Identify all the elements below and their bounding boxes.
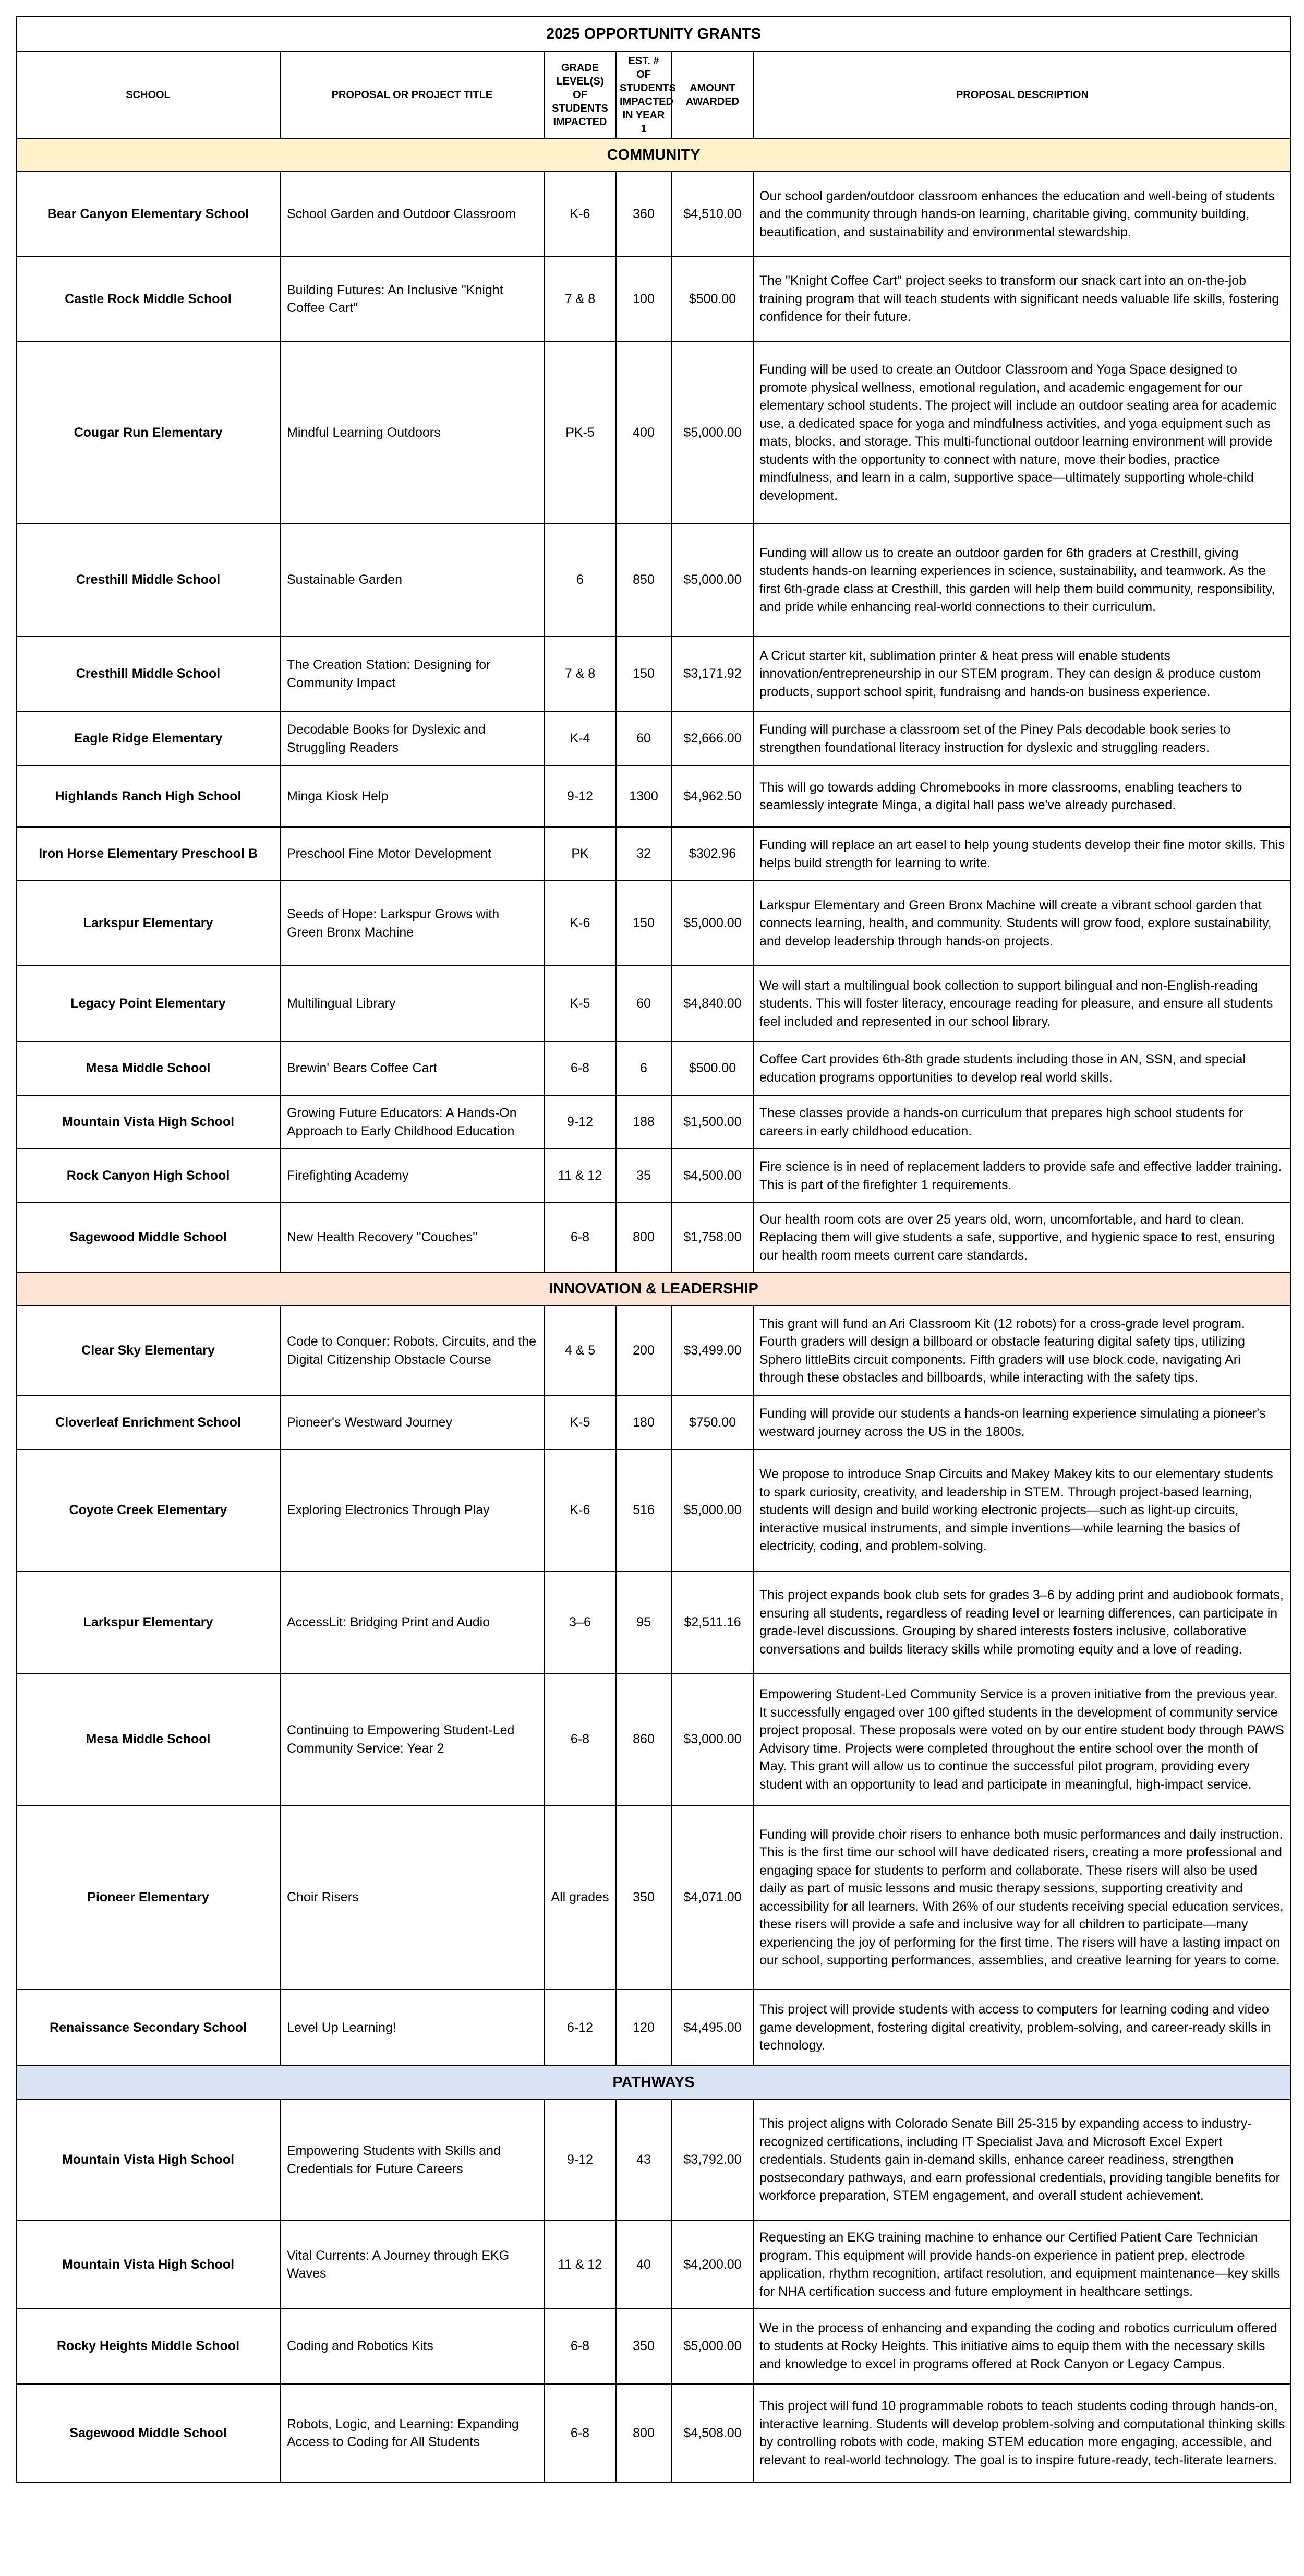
- grade-level: 6-8: [544, 1203, 616, 1272]
- proposal-title: Code to Conquer: Robots, Circuits, and the Digital Citizenship Obstacle Course: [280, 1305, 544, 1396]
- grade-level: 11 & 12: [544, 1149, 616, 1203]
- proposal-description: Funding will provide our students a hands-on learning experience simulating a pioneer's westward journey across the US in the 1800s.: [754, 1396, 1291, 1449]
- table-row: [16, 636, 1291, 712]
- table-row: [16, 712, 1291, 765]
- students-impacted: 850: [616, 524, 671, 636]
- amount-awarded: $4,495.00: [671, 1990, 754, 2066]
- table-row: [16, 1449, 1291, 1571]
- grants-table: [16, 16, 1291, 2483]
- school-name: Iron Horse Elementary Preschool B: [16, 827, 280, 881]
- proposal-description: These classes provide a hands-on curriculum that prepares high school students for careers in early childhood education.: [754, 1095, 1291, 1149]
- students-impacted: 188: [616, 1095, 671, 1149]
- table-title: 2025 OPPORTUNITY GRANTS: [16, 16, 1291, 52]
- table-row: [16, 341, 1291, 524]
- school-name: Mesa Middle School: [16, 1673, 280, 1805]
- proposal-description: Funding will allow us to create an outdoor garden for 6th graders at Cresthill, giving students hands-on learning experiences in science, sustainability, and teamwork. As the first 6th-grade class at Cresthill, this garden will help them build community, responsibility, and pride while enhancing real-world connections to their curriculum.: [754, 524, 1291, 636]
- grade-level: K-6: [544, 1449, 616, 1571]
- table-row: [16, 1149, 1291, 1203]
- proposal-title: Multilingual Library: [280, 966, 544, 1041]
- proposal-title: The Creation Station: Designing for Community Impact: [280, 636, 544, 712]
- students-impacted: 40: [616, 2221, 671, 2308]
- grants-sheet: [16, 16, 1290, 2483]
- amount-awarded: $3,499.00: [671, 1305, 754, 1396]
- table-row: [16, 2384, 1291, 2482]
- proposal-title: Mindful Learning Outdoors: [280, 341, 544, 524]
- grade-level: 7 & 8: [544, 257, 616, 341]
- students-impacted: 350: [616, 1805, 671, 1990]
- section-heading: PATHWAYS: [16, 2066, 1291, 2099]
- students-impacted: 516: [616, 1449, 671, 1571]
- school-name: Pioneer Elementary: [16, 1805, 280, 1990]
- school-name: Larkspur Elementary: [16, 881, 280, 966]
- grade-level: 9-12: [544, 1095, 616, 1149]
- proposal-title: Exploring Electronics Through Play: [280, 1449, 544, 1571]
- proposal-title: Seeds of Hope: Larkspur Grows with Green Bronx Machine: [280, 881, 544, 966]
- amount-awarded: $4,962.50: [671, 765, 754, 827]
- school-name: Mountain Vista High School: [16, 2099, 280, 2221]
- students-impacted: 32: [616, 827, 671, 881]
- table-row: [16, 2099, 1291, 2221]
- grade-level: 4 & 5: [544, 1305, 616, 1396]
- table-row: [16, 1673, 1291, 1805]
- proposal-title: Level Up Learning!: [280, 1990, 544, 2066]
- proposal-title: AccessLit: Bridging Print and Audio: [280, 1571, 544, 1673]
- table-row: [16, 1396, 1291, 1449]
- amount-awarded: $3,171.92: [671, 636, 754, 712]
- amount-awarded: $2,511.16: [671, 1571, 754, 1673]
- school-name: Cresthill Middle School: [16, 636, 280, 712]
- proposal-description: The "Knight Coffee Cart" project seeks to transform our snack cart into an on-the-job training program that will teach students with significant needs valuable life skills, fostering confidence for their future.: [754, 257, 1291, 341]
- proposal-description: This project aligns with Colorado Senate Bill 25-315 by expanding access to industry-recognized certifications, including IT Specialist Java and Microsoft Excel Expert credentials. Students gain in-demand skills, enhance career readiness, strengthen postsecondary pathways, and earn professional credentials, providing tangible benefits for workforce preparation, STEM engagement, and overall student achievement.: [754, 2099, 1291, 2221]
- proposal-title: Choir Risers: [280, 1805, 544, 1990]
- students-impacted: 360: [616, 172, 671, 257]
- school-name: Cougar Run Elementary: [16, 341, 280, 524]
- amount-awarded: $4,510.00: [671, 172, 754, 257]
- school-name: Highlands Ranch High School: [16, 765, 280, 827]
- header-proposal: PROPOSAL OR PROJECT TITLE: [280, 52, 544, 138]
- grade-level: 6-12: [544, 1990, 616, 2066]
- table-row: [16, 1571, 1291, 1673]
- amount-awarded: $5,000.00: [671, 881, 754, 966]
- table-row: [16, 2221, 1291, 2308]
- amount-awarded: $4,200.00: [671, 2221, 754, 2308]
- school-name: Rock Canyon High School: [16, 1149, 280, 1203]
- amount-awarded: $302.96: [671, 827, 754, 881]
- table-row: [16, 1095, 1291, 1149]
- grade-level: 6: [544, 524, 616, 636]
- school-name: Larkspur Elementary: [16, 1571, 280, 1673]
- students-impacted: 800: [616, 1203, 671, 1272]
- proposal-title: Minga Kiosk Help: [280, 765, 544, 827]
- school-name: Mountain Vista High School: [16, 2221, 280, 2308]
- school-name: Sagewood Middle School: [16, 1203, 280, 1272]
- proposal-title: Robots, Logic, and Learning: Expanding Access to Coding for All Students: [280, 2384, 544, 2482]
- amount-awarded: $4,508.00: [671, 2384, 754, 2482]
- school-name: Rocky Heights Middle School: [16, 2308, 280, 2384]
- students-impacted: 35: [616, 1149, 671, 1203]
- table-row: [16, 257, 1291, 341]
- proposal-description: Larkspur Elementary and Green Bronx Machine will create a vibrant school garden that connects learning, health, and community. Students will grow food, explore sustainability, and develop leadership through hands-on projects.: [754, 881, 1291, 966]
- section-heading: COMMUNITY: [16, 138, 1291, 172]
- students-impacted: 1300: [616, 765, 671, 827]
- proposal-description: Our school garden/outdoor classroom enhances the education and well-being of students and the community through hands-on learning, charitable giving, community building, beautification, and sustainability and environmental stewardship.: [754, 172, 1291, 257]
- grade-level: K-5: [544, 966, 616, 1041]
- proposal-title: School Garden and Outdoor Classroom: [280, 172, 544, 257]
- grade-level: 11 & 12: [544, 2221, 616, 2308]
- proposal-description: Funding will replace an art easel to help young students develop their fine motor skills. This helps build strength for learning to write.: [754, 827, 1291, 881]
- proposal-description: This grant will fund an Ari Classroom Kit (12 robots) for a cross-grade level program. Fourth graders will design a billboard or obstacle featuring digital safety tips, utilizing Sphero littleBits circuit components. Fifth graders will use block code, navigating Ari through these obstacles and billboards, while interacting with the safety tips.: [754, 1305, 1291, 1396]
- school-name: Cresthill Middle School: [16, 524, 280, 636]
- students-impacted: 60: [616, 966, 671, 1041]
- grade-level: All grades: [544, 1805, 616, 1990]
- grade-level: PK-5: [544, 341, 616, 524]
- school-name: Cloverleaf Enrichment School: [16, 1396, 280, 1449]
- grants-body: [16, 138, 1291, 2482]
- grade-level: K-6: [544, 172, 616, 257]
- amount-awarded: $4,500.00: [671, 1149, 754, 1203]
- proposal-description: A Cricut starter kit, sublimation printer & heat press will enable students innovation/entrepreneurship in our STEM program. They can design & produce custom products, support school spirit, fundraisng and hands-on business experience.: [754, 636, 1291, 712]
- amount-awarded: $500.00: [671, 1041, 754, 1095]
- school-name: Clear Sky Elementary: [16, 1305, 280, 1396]
- school-name: Mountain Vista High School: [16, 1095, 280, 1149]
- header-est: EST. # OF STUDENTS IMPACTED IN YEAR 1: [616, 52, 671, 138]
- grade-level: 6-8: [544, 2384, 616, 2482]
- students-impacted: 120: [616, 1990, 671, 2066]
- school-name: Sagewood Middle School: [16, 2384, 280, 2482]
- students-impacted: 860: [616, 1673, 671, 1805]
- grade-level: 6-8: [544, 1041, 616, 1095]
- proposal-description: Requesting an EKG training machine to enhance our Certified Patient Care Technician program. This equipment will provide hands-on experience in patient prep, electrode application, rhythm recognition, artifact resolution, and equipment maintenance—key skills for NHA certification success and future employment in healthcare settings.: [754, 2221, 1291, 2308]
- table-row: [16, 1805, 1291, 1990]
- amount-awarded: $4,840.00: [671, 966, 754, 1041]
- school-name: Mesa Middle School: [16, 1041, 280, 1095]
- grade-level: 7 & 8: [544, 636, 616, 712]
- proposal-description: Funding will provide choir risers to enhance both music performances and daily instruction. This is the first time our school will have dedicated risers, creating a more professional and engaging space for students to perform and collaborate. These risers will also be used daily as part of music lessons and music therapy sessions, supporting creativity and accessibility for all learners. With 26% of our students receiving special education services, these risers will provide a safe and inclusive way for all children to participate—many experiencing the joy of performing for the first time. The risers will have a lasting impact on our school, supporting performances, assemblies, and creative learning for years to come.: [754, 1805, 1291, 1990]
- school-name: Renaissance Secondary School: [16, 1990, 280, 2066]
- proposal-title: Preschool Fine Motor Development: [280, 827, 544, 881]
- school-name: Eagle Ridge Elementary: [16, 712, 280, 765]
- table-row: [16, 827, 1291, 881]
- grade-level: 6-8: [544, 2308, 616, 2384]
- students-impacted: 100: [616, 257, 671, 341]
- grade-level: 9-12: [544, 2099, 616, 2221]
- students-impacted: 400: [616, 341, 671, 524]
- proposal-title: New Health Recovery "Couches": [280, 1203, 544, 1272]
- table-row: [16, 881, 1291, 966]
- grade-level: K-5: [544, 1396, 616, 1449]
- amount-awarded: $1,758.00: [671, 1203, 754, 1272]
- amount-awarded: $500.00: [671, 257, 754, 341]
- amount-awarded: $750.00: [671, 1396, 754, 1449]
- proposal-title: Vital Currents: A Journey through EKG Waves: [280, 2221, 544, 2308]
- table-row: [16, 1990, 1291, 2066]
- header-school: SCHOOL: [16, 52, 280, 138]
- header-grade: GRADE LEVEL(S) OF STUDENTS IMPACTED: [544, 52, 616, 138]
- students-impacted: 95: [616, 1571, 671, 1673]
- section-community: [16, 138, 1291, 172]
- amount-awarded: $5,000.00: [671, 1449, 754, 1571]
- proposal-description: Funding will be used to create an Outdoor Classroom and Yoga Space designed to promote physical wellness, emotional regulation, and academic engagement for our elementary school students. The project will include an outdoor seating area for academic use, a dedicated space for yoga and mindfulness activities, and yoga equipment such as mats, blocks, and storage. This multi-functional outdoor learning environment will provide students with the opportunity to connect with nature, move their bodies, practice mindfulness, and learn in a calm, supportive space—ultimately supporting whole-child development.: [754, 341, 1291, 524]
- amount-awarded: $4,071.00: [671, 1805, 754, 1990]
- header-amount: AMOUNT AWARDED: [671, 52, 754, 138]
- school-name: Coyote Creek Elementary: [16, 1449, 280, 1571]
- amount-awarded: $5,000.00: [671, 341, 754, 524]
- students-impacted: 350: [616, 2308, 671, 2384]
- proposal-title: Continuing to Empowering Student-Led Community Service: Year 2: [280, 1673, 544, 1805]
- proposal-description: Fire science is in need of replacement ladders to provide safe and effective ladder training. This is part of the firefighter 1 requirements.: [754, 1149, 1291, 1203]
- grade-level: 6-8: [544, 1673, 616, 1805]
- grade-level: K-4: [544, 712, 616, 765]
- proposal-title: Firefighting Academy: [280, 1149, 544, 1203]
- grade-level: PK: [544, 827, 616, 881]
- amount-awarded: $3,000.00: [671, 1673, 754, 1805]
- proposal-description: This project will provide students with access to computers for learning coding and video game development, fostering digital creativity, problem-solving, and career-ready skills in technology.: [754, 1990, 1291, 2066]
- grade-level: 3–6: [544, 1571, 616, 1673]
- students-impacted: 800: [616, 2384, 671, 2482]
- students-impacted: 60: [616, 712, 671, 765]
- proposal-title: Brewin' Bears Coffee Cart: [280, 1041, 544, 1095]
- table-row: [16, 1041, 1291, 1095]
- proposal-description: We in the process of enhancing and expanding the coding and robotics curriculum offered to students at Rocky Heights. This initiative aims to equip them with the necessary skills and knowledge to excel in programs offered at Rock Canyon or Legacy Campus.: [754, 2308, 1291, 2384]
- proposal-title: Decodable Books for Dyslexic and Struggling Readers: [280, 712, 544, 765]
- proposal-title: Building Futures: An Inclusive "Knight Coffee Cart": [280, 257, 544, 341]
- proposal-title: Pioneer's Westward Journey: [280, 1396, 544, 1449]
- amount-awarded: $5,000.00: [671, 2308, 754, 2384]
- students-impacted: 6: [616, 1041, 671, 1095]
- table-row: [16, 524, 1291, 636]
- table-row: [16, 1305, 1291, 1396]
- proposal-description: This project expands book club sets for grades 3–6 by adding print and audiobook formats, ensuring all students, regardless of reading level or learning differences, can participate in grade-level discussions. Grouping by shared interests fosters inclusive, collaborative conversations and builds literacy skills while promoting equity and a love of reading.: [754, 1571, 1291, 1673]
- proposal-description: This will go towards adding Chromebooks in more classrooms, enabling teachers to seamlessly integrate Minga, a digital hall pass we've already purchased.: [754, 765, 1291, 827]
- proposal-title: Sustainable Garden: [280, 524, 544, 636]
- proposal-description: Coffee Cart provides 6th-8th grade students including those in AN, SSN, and special education programs opportunities to develop real world skills.: [754, 1041, 1291, 1095]
- grade-level: K-6: [544, 881, 616, 966]
- table-row: [16, 1203, 1291, 1272]
- students-impacted: 200: [616, 1305, 671, 1396]
- header-description: PROPOSAL DESCRIPTION: [754, 52, 1291, 138]
- proposal-title: Empowering Students with Skills and Credentials for Future Careers: [280, 2099, 544, 2221]
- table-row: [16, 172, 1291, 257]
- students-impacted: 180: [616, 1396, 671, 1449]
- amount-awarded: $3,792.00: [671, 2099, 754, 2221]
- students-impacted: 43: [616, 2099, 671, 2221]
- table-row: [16, 765, 1291, 827]
- section-innovation-leadership: [16, 1272, 1291, 1305]
- amount-awarded: $1,500.00: [671, 1095, 754, 1149]
- school-name: Castle Rock Middle School: [16, 257, 280, 341]
- proposal-title: Growing Future Educators: A Hands-On Approach to Early Childhood Education: [280, 1095, 544, 1149]
- proposal-title: Coding and Robotics Kits: [280, 2308, 544, 2384]
- proposal-description: Our health room cots are over 25 years old, worn, uncomfortable, and hard to clean. Replacing them will give students a safe, supportive, and hygienic space to rest, ensuring our health room meets current care standards.: [754, 1203, 1291, 1272]
- school-name: Bear Canyon Elementary School: [16, 172, 280, 257]
- amount-awarded: $5,000.00: [671, 524, 754, 636]
- students-impacted: 150: [616, 636, 671, 712]
- proposal-description: We propose to introduce Snap Circuits and Makey Makey kits to our elementary students to spark curiosity, creativity, and leadership in STEM. Through project-based learning, students will design and build working electronic projects—such as light-up circuits, interactive musical instruments, and simple inventions—while learning the basics of electricity, coding, and problem-solving.: [754, 1449, 1291, 1571]
- school-name: Legacy Point Elementary: [16, 966, 280, 1041]
- proposal-description: We will start a multilingual book collection to support bilingual and non-English-reading students. This will foster literacy, encourage reading for pleasure, and ensure all students feel included and represented in our school library.: [754, 966, 1291, 1041]
- table-row: [16, 2308, 1291, 2384]
- amount-awarded: $2,666.00: [671, 712, 754, 765]
- proposal-description: Funding will purchase a classroom set of the Piney Pals decodable book series to strengthen foundational literacy instruction for dyslexic and struggling readers.: [754, 712, 1291, 765]
- grade-level: 9-12: [544, 765, 616, 827]
- proposal-description: Empowering Student-Led Community Service is a proven initiative from the previous year. It successfully engaged over 100 gifted students in the development of community service project proposal. These proposals were voted on by our entire student body through PAWS Advisory time. Projects were completed throughout the entire school over the month of May. This grant will allow us to continue the successful pilot program, providing every student with an opportunity to lead and participate in meaningful, high-impact service.: [754, 1673, 1291, 1805]
- proposal-description: This project will fund 10 programmable robots to teach students coding through hands-on, interactive learning. Students will develop problem-solving and computational thinking skills by controlling robots with code, making STEM education more engaging, accessible, and relevant to real-world technology. The goal is to inspire future-ready, tech-literate learners.: [754, 2384, 1291, 2482]
- students-impacted: 150: [616, 881, 671, 966]
- section-heading: INNOVATION & LEADERSHIP: [16, 1272, 1291, 1305]
- table-row: [16, 966, 1291, 1041]
- section-pathways: [16, 2066, 1291, 2099]
